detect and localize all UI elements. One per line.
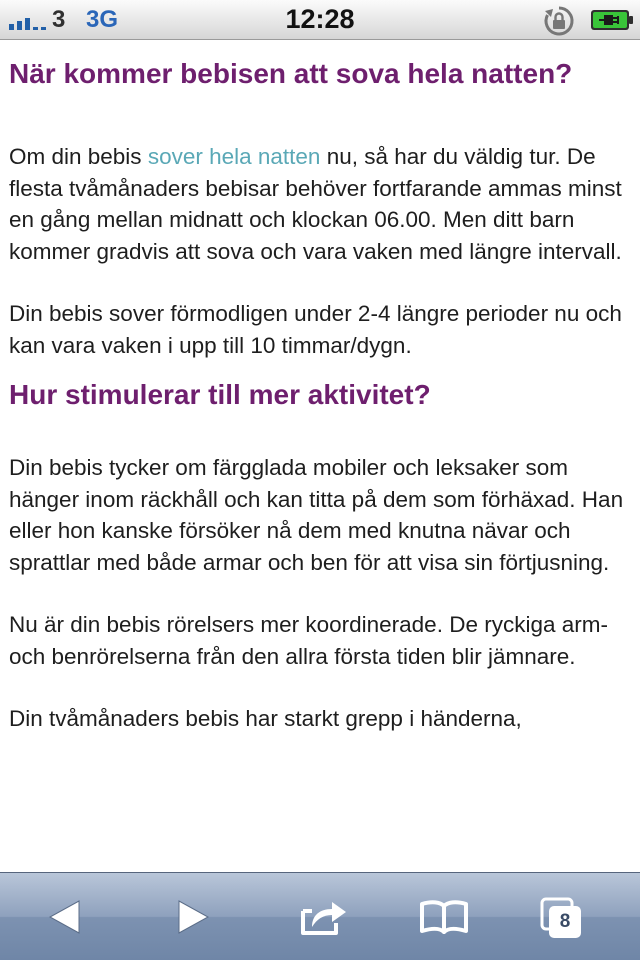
status-bar [0, 0, 640, 40]
forward-arrow-icon [175, 899, 211, 935]
browser-toolbar [0, 872, 640, 960]
article-paragraph: Din bebis sover förmodligen under 2-4 längre perioder nu och kan vara vaken i upp till 10 timmar/dygn. [9, 301, 622, 358]
bookmarks-button[interactable] [394, 873, 494, 960]
article-paragraph: Nu är din bebis rörelsers mer koordinerade. De ryckiga arm- och benrörelserna från den allra första tiden blir jämnare. [9, 612, 608, 669]
paragraph-text: Om din bebis [9, 144, 148, 169]
bookmarks-icon [418, 899, 470, 935]
battery-charging-icon [590, 9, 634, 31]
tabs-button[interactable] [512, 873, 612, 960]
status-time: 12:28 [285, 4, 355, 34]
sleep-through-night-link[interactable]: sover hela natten [147, 144, 321, 169]
tabs-count: 8 [559, 911, 571, 932]
forward-button[interactable] [143, 873, 243, 960]
carrier-label: 3 [52, 6, 66, 33]
network-type: 3G [86, 6, 119, 33]
back-arrow-icon [47, 899, 83, 935]
article-heading: När kommer bebisen att sova hela natten? [9, 58, 573, 89]
article-content[interactable] [0, 40, 640, 872]
tabs-icon [532, 887, 592, 947]
article-paragraph: Din bebis tycker om färgglada mobiler och leksaker som hänger inom räckhåll och kan titta på dem som förhäxad. Han eller hon kanske försöker nå dem med knutna nävar och sprattlar med både armar och ben för att visa sin förtjusning. [9, 455, 624, 575]
article-heading: Hur stimulerar till mer aktivitet? [9, 379, 431, 410]
back-button[interactable] [15, 873, 115, 960]
share-button[interactable] [274, 873, 374, 960]
paragraph-text: nu, så har du väldig tur. De flesta tvåmånaders bebisar behöver fortfarande ammas minst en gång mellan midnatt och klockan 06.00. Men ditt barn kommer gradvis att sova och vara vaken med längre intervall. [9, 144, 622, 264]
article-paragraph [9, 141, 632, 267]
rotation-lock-icon [543, 5, 575, 37]
share-icon [298, 897, 350, 937]
article-paragraph: Din tvåmånaders bebis har starkt grepp i händerna, [9, 706, 522, 731]
